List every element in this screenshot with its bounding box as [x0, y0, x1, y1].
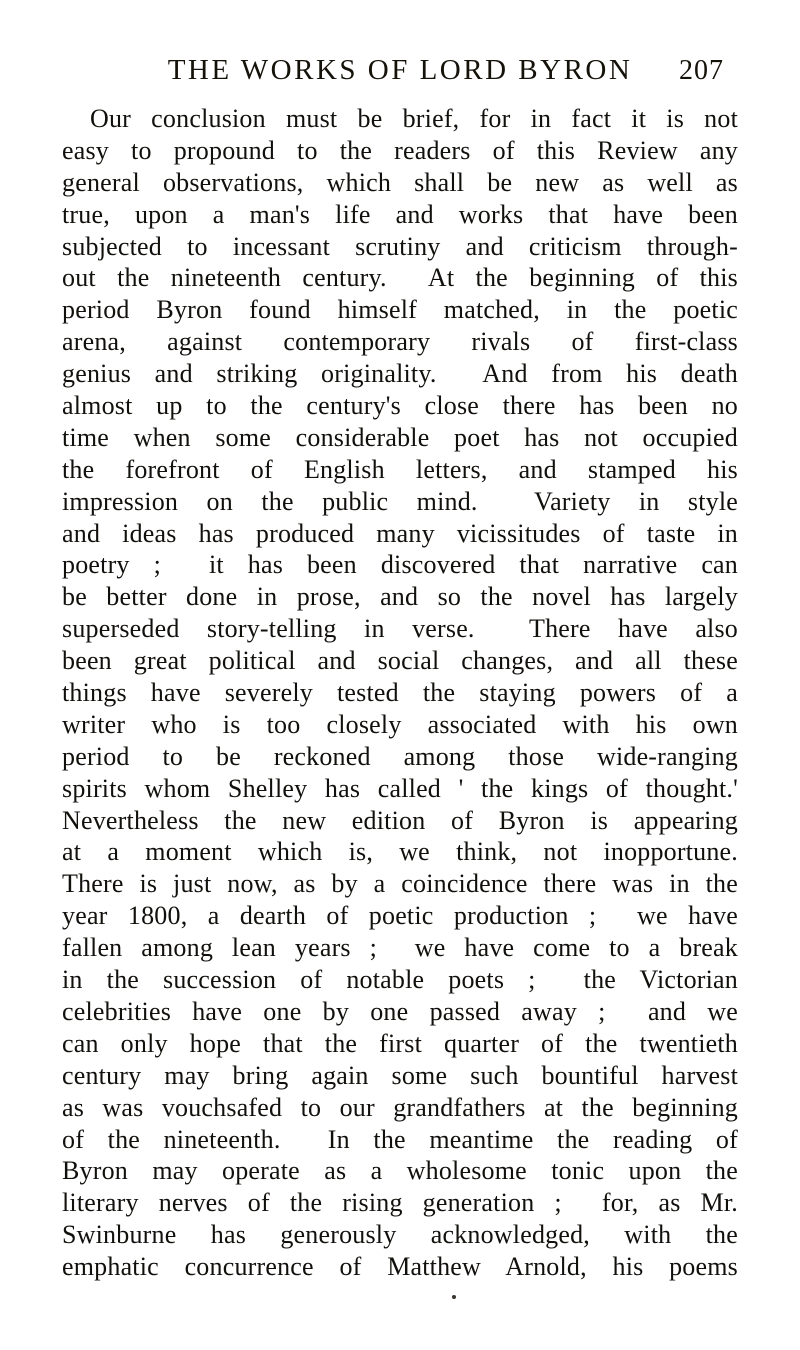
- text-line: almost up to the century's close there has been no: [62, 391, 738, 421]
- text-line: easy to propound to the readers of this Review any: [62, 135, 738, 165]
- text-line: superseded story-telling in verse. There have also: [62, 614, 738, 644]
- running-title: THE WORKS OF LORD BYRON: [167, 54, 633, 86]
- page-number: 207: [679, 55, 724, 86]
- text-line: and ideas has produced many vicissitudes of taste in: [62, 518, 738, 548]
- text-line: can only hope that the first quarter of the twentieth: [62, 1028, 738, 1058]
- scan-speck: [452, 1295, 456, 1299]
- text-line: general observations, which shall be new as well as: [62, 167, 738, 197]
- text-line: arena, against contemporary rivals of first-class: [62, 327, 738, 357]
- text-line: emphatic concurrence of Matthew Arnold, his poems: [62, 1252, 738, 1282]
- text-line: of the nineteenth. In the meantime the reading of: [62, 1124, 738, 1154]
- text-line: in the succession of notable poets ; the Victorian: [62, 965, 738, 995]
- text-line: poetry ; it has been discovered that narrative can: [62, 550, 738, 580]
- text-line: century may bring again some such bountiful harvest: [62, 1060, 738, 1090]
- text-line: as was vouchsafed to our grandfathers at the beginning: [62, 1092, 738, 1122]
- text-line: at a moment which is, we think, not inopportune.: [62, 837, 738, 867]
- text-line: spirits whom Shelley has called ' the kings of thought.': [62, 773, 738, 803]
- text-line: been great political and social changes, and all these: [62, 646, 738, 676]
- text-line: the forefront of English letters, and stamped his: [62, 454, 738, 484]
- text-line: celebrities have one by one passed away ; and we: [62, 996, 738, 1026]
- text-line: Byron may operate as a wholesome tonic upon the: [62, 1156, 738, 1186]
- text-line: genius and striking originality. And from his death: [62, 359, 738, 389]
- text-line: subjected to incessant scrutiny and criticism through-: [62, 231, 738, 261]
- text-line: writer who is too closely associated with his own: [62, 709, 738, 739]
- text-line: Swinburne has generously acknowledged, with the: [62, 1220, 738, 1250]
- text-line: period Byron found himself matched, in the poetic: [62, 295, 738, 325]
- text-line: There is just now, as by a coincidence there was in the: [62, 869, 738, 899]
- body-lines: [62, 103, 738, 1283]
- text-line: be better done in prose, and so the novel has largely: [62, 582, 738, 612]
- text-line: out the nineteenth century. At the beginning of this: [62, 263, 738, 293]
- text-line: Nevertheless the new edition of Byron is appearing: [62, 805, 738, 835]
- text-line: impression on the public mind. Variety in style: [62, 486, 738, 516]
- page-header: [62, 54, 738, 90]
- text-line: literary nerves of the rising generation ; for, as Mr.: [62, 1188, 738, 1218]
- text-line: year 1800, a dearth of poetic production ; we have: [62, 901, 738, 931]
- text-line: time when some considerable poet has not occupied: [62, 422, 738, 452]
- text-line: fallen among lean years ; we have come to a break: [62, 933, 738, 963]
- text-line: true, upon a man's life and works that have been: [62, 199, 738, 229]
- text-line: things have severely tested the staying powers of a: [62, 678, 738, 708]
- text-line: Our conclusion must be brief, for in fact it is not: [90, 104, 738, 133]
- text-line: period to be reckoned among those wide-ranging: [62, 741, 738, 771]
